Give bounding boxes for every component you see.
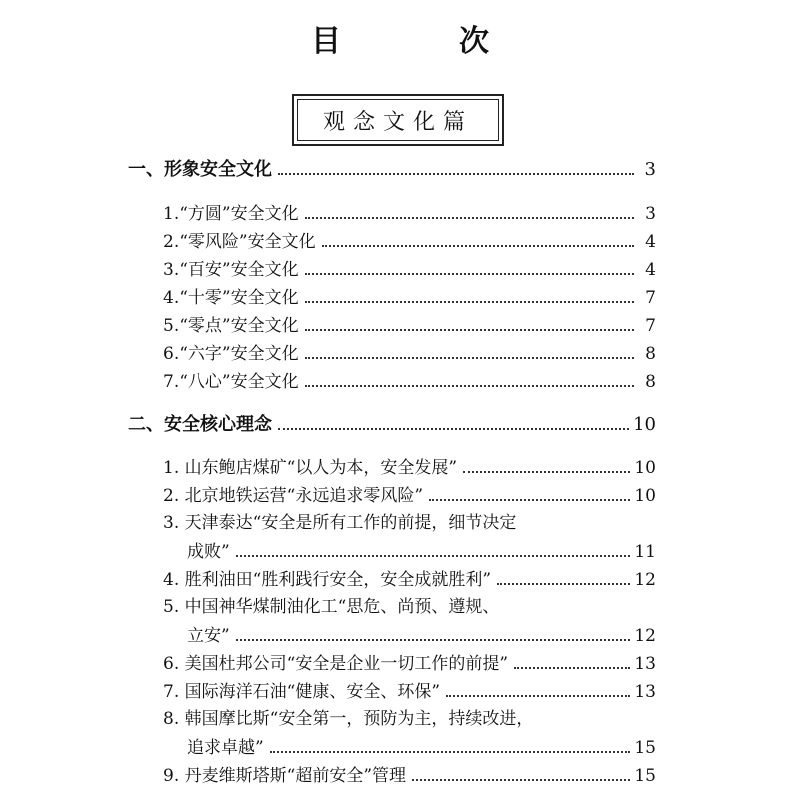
page-number: 4 (645, 232, 656, 252)
dot-leader (497, 583, 630, 585)
toc-entry[interactable] (163, 283, 656, 311)
toc-entry[interactable] (163, 453, 656, 481)
toc-entry[interactable] (163, 255, 656, 283)
page-number: 12 (634, 626, 656, 646)
entry-title-continued: 立安” (187, 626, 230, 646)
entry-title: 7. 国际海洋石油“健康、安全、环保” (163, 682, 441, 702)
dot-leader (278, 173, 634, 175)
entry-title-continued: 追求卓越” (187, 738, 264, 758)
dot-leader (305, 217, 634, 219)
page-number: 13 (634, 682, 656, 702)
entry-title: 9. 丹麦维斯塔斯“超前安全”管理 (163, 766, 407, 786)
chapter-title: 一、形象安全文化 (128, 159, 272, 180)
toc-chapter[interactable] (128, 155, 656, 183)
page-number: 4 (645, 260, 656, 280)
page-number: 3 (644, 159, 656, 180)
dot-leader (305, 301, 634, 303)
toc-chapter[interactable] (128, 410, 656, 438)
entry-title: 6. 美国杜邦公司“安全是企业一切工作的前提” (163, 654, 509, 674)
dot-leader (305, 357, 634, 359)
page-number: 3 (645, 204, 656, 224)
page-number: 13 (634, 654, 656, 674)
page-number: 10 (633, 414, 656, 435)
page-number: 7 (645, 288, 656, 308)
dot-leader (236, 555, 631, 557)
page-number: 8 (645, 344, 656, 364)
page-number: 10 (634, 458, 656, 478)
page-title: 目 次 (311, 24, 533, 59)
toc-entry[interactable] (163, 565, 656, 593)
entry-title: 2. 北京地铁运营“永远追求零风险” (163, 486, 424, 506)
dot-leader (305, 273, 634, 275)
section-heading-box (292, 94, 504, 146)
entry-title: 1.“方圆”安全文化 (163, 204, 299, 224)
section-heading: 观念文化篇 (297, 99, 499, 141)
toc-entry[interactable] (163, 649, 656, 677)
page-number: 11 (634, 542, 656, 562)
page-number: 7 (645, 316, 656, 336)
toc-entry[interactable] (163, 481, 656, 509)
page-number: 15 (634, 766, 656, 786)
dot-leader (412, 779, 630, 781)
entry-title: 4.“十零”安全文化 (163, 288, 299, 308)
dot-leader (514, 667, 630, 669)
page-number: 12 (634, 570, 656, 590)
entry-title: 7.“八心”安全文化 (163, 372, 299, 392)
entry-title-continued: 成败” (187, 542, 230, 562)
dot-leader (236, 639, 631, 641)
entry-title: 5.“零点”安全文化 (163, 316, 299, 336)
dot-leader (305, 385, 634, 387)
entry-title: 1. 山东鲍店煤矿“以人为本，安全发展” (163, 458, 458, 478)
toc-entry-continued[interactable] (187, 621, 656, 649)
dot-leader (278, 428, 629, 430)
toc-entry[interactable] (163, 199, 656, 227)
chapter-title: 二、安全核心理念 (128, 414, 272, 435)
dot-leader (305, 329, 634, 331)
page-number: 10 (634, 486, 656, 506)
entry-title: 6.“六字”安全文化 (163, 344, 299, 364)
toc-entry[interactable] (163, 339, 656, 367)
entry-title[interactable]: 5. 中国神华煤制油化工“思危、尚预、遵规、 (163, 597, 500, 617)
page-number: 8 (645, 372, 656, 392)
toc-entry[interactable] (163, 311, 656, 339)
dot-leader (322, 245, 634, 247)
dot-leader (270, 751, 631, 753)
entry-title: 2.“零风险”安全文化 (163, 232, 316, 252)
page-number: 15 (634, 738, 656, 758)
dot-leader (463, 471, 630, 473)
entry-title[interactable]: 8. 韩国摩比斯“安全第一，预防为主，持续改进， (163, 709, 534, 729)
dot-leader (446, 695, 630, 697)
toc-entry[interactable] (163, 367, 656, 395)
entry-title[interactable]: 3. 天津泰达“安全是所有工作的前提，细节决定 (163, 513, 517, 533)
toc-entry[interactable] (163, 761, 656, 789)
toc-entry-continued[interactable] (187, 537, 656, 565)
toc-entry[interactable] (163, 677, 656, 705)
toc-entry-continued[interactable] (187, 733, 656, 761)
entry-title: 4. 胜利油田“胜利践行安全，安全成就胜利” (163, 570, 492, 590)
entry-title: 3.“百安”安全文化 (163, 260, 299, 280)
dot-leader (429, 499, 630, 501)
toc-entry[interactable] (163, 227, 656, 255)
